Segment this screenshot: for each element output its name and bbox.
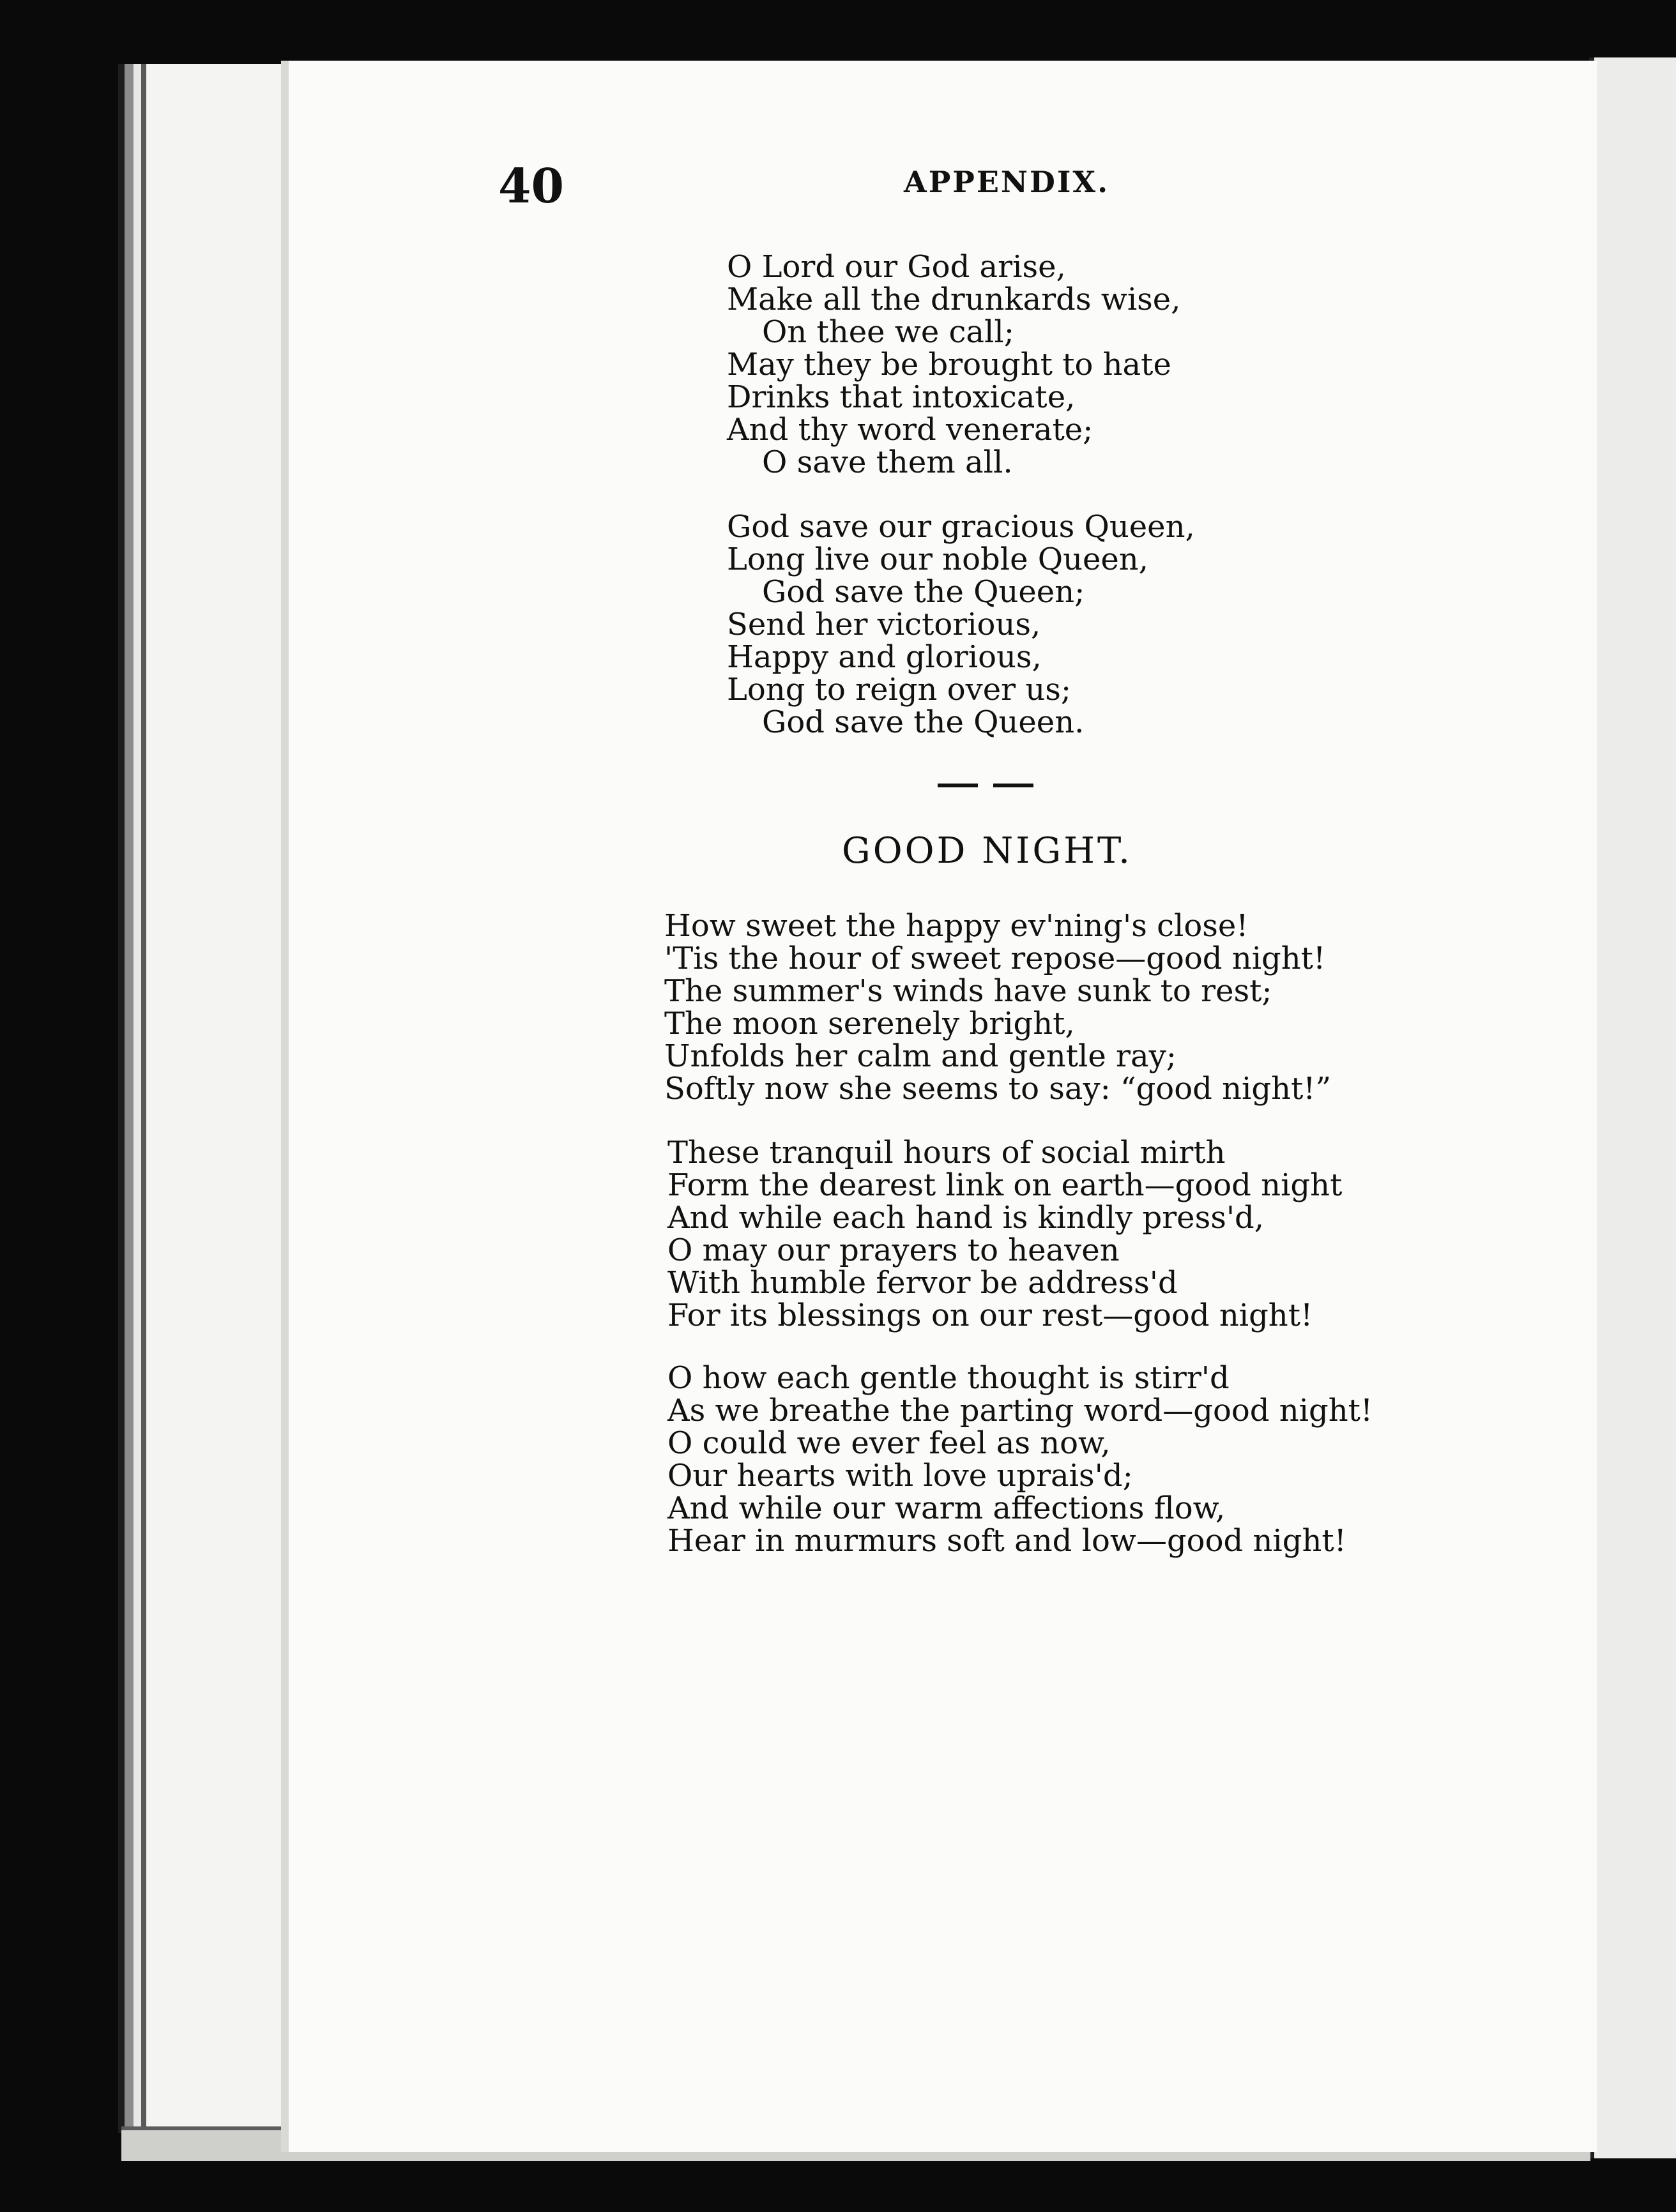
verse-line: Long to reign over us;: [727, 672, 1072, 708]
verse-line: Softly now she seems to say: “good night!”: [664, 1071, 1332, 1107]
verse-line: God save the Queen.: [762, 704, 1085, 740]
book-spine: [118, 64, 303, 2133]
verse-line: On thee we call;: [762, 314, 1014, 350]
song-stanza-3: [667, 1362, 1373, 1557]
section-divider: [938, 784, 1033, 787]
hymn-stanza-2: [727, 511, 1195, 739]
verse-line: How sweet the happy ev'ning's close!: [664, 908, 1249, 944]
verse-line: May they be brought to hate: [727, 347, 1171, 383]
verse-line: Drinks that intoxicate,: [727, 379, 1076, 415]
page-number: 40: [498, 159, 564, 214]
verse-line: God save our gracious Queen,: [727, 509, 1195, 545]
verse-line: As we breathe the parting word—good night!: [667, 1393, 1373, 1428]
verse-line: For its blessings on our rest—good night!: [667, 1298, 1313, 1333]
verse-line: O how each gentle thought is stirr'd: [667, 1360, 1230, 1396]
verse-line: And while our warm affections flow,: [667, 1490, 1226, 1526]
verse-line: Happy and glorious,: [727, 639, 1042, 675]
verse-line: O may our prayers to heaven: [667, 1232, 1120, 1268]
song-stanza-1: [664, 910, 1331, 1105]
verse-line: These tranquil hours of social mirth: [667, 1135, 1226, 1170]
verse-line: Our hearts with love uprais'd;: [667, 1458, 1133, 1494]
verse-line: The moon serenely bright,: [664, 1006, 1075, 1042]
verse-line: O save them all.: [762, 444, 1013, 480]
verse-line: Long live our noble Queen,: [727, 542, 1148, 577]
hymn-stanza-1: [727, 251, 1180, 479]
running-head: APPENDIX.: [904, 165, 1110, 199]
song-stanza-2: [667, 1137, 1342, 1332]
verse-line: O Lord our God arise,: [727, 249, 1066, 285]
verse-line: Unfolds her calm and gentle ray;: [664, 1038, 1177, 1074]
verse-line: The summer's winds have sunk to rest;: [664, 973, 1272, 1009]
next-page-edge: [1589, 57, 1676, 2158]
verse-line: Form the dearest link on earth—good night: [667, 1167, 1343, 1203]
verse-line: Send her victorious,: [727, 607, 1041, 642]
verse-line: And thy word venerate;: [727, 412, 1093, 448]
verse-line: God save the Queen;: [762, 574, 1085, 610]
verse-line: 'Tis the hour of sweet repose—good night!: [664, 941, 1326, 976]
verse-line: Hear in murmurs soft and low—good night!: [667, 1523, 1346, 1559]
song-title: GOOD NIGHT.: [842, 830, 1132, 872]
verse-line: O could we ever feel as now,: [667, 1425, 1111, 1461]
verse-line: Make all the drunkards wise,: [727, 282, 1181, 317]
verse-line: With humble fervor be address'd: [667, 1265, 1178, 1301]
verse-line: And while each hand is kindly press'd,: [667, 1200, 1265, 1236]
